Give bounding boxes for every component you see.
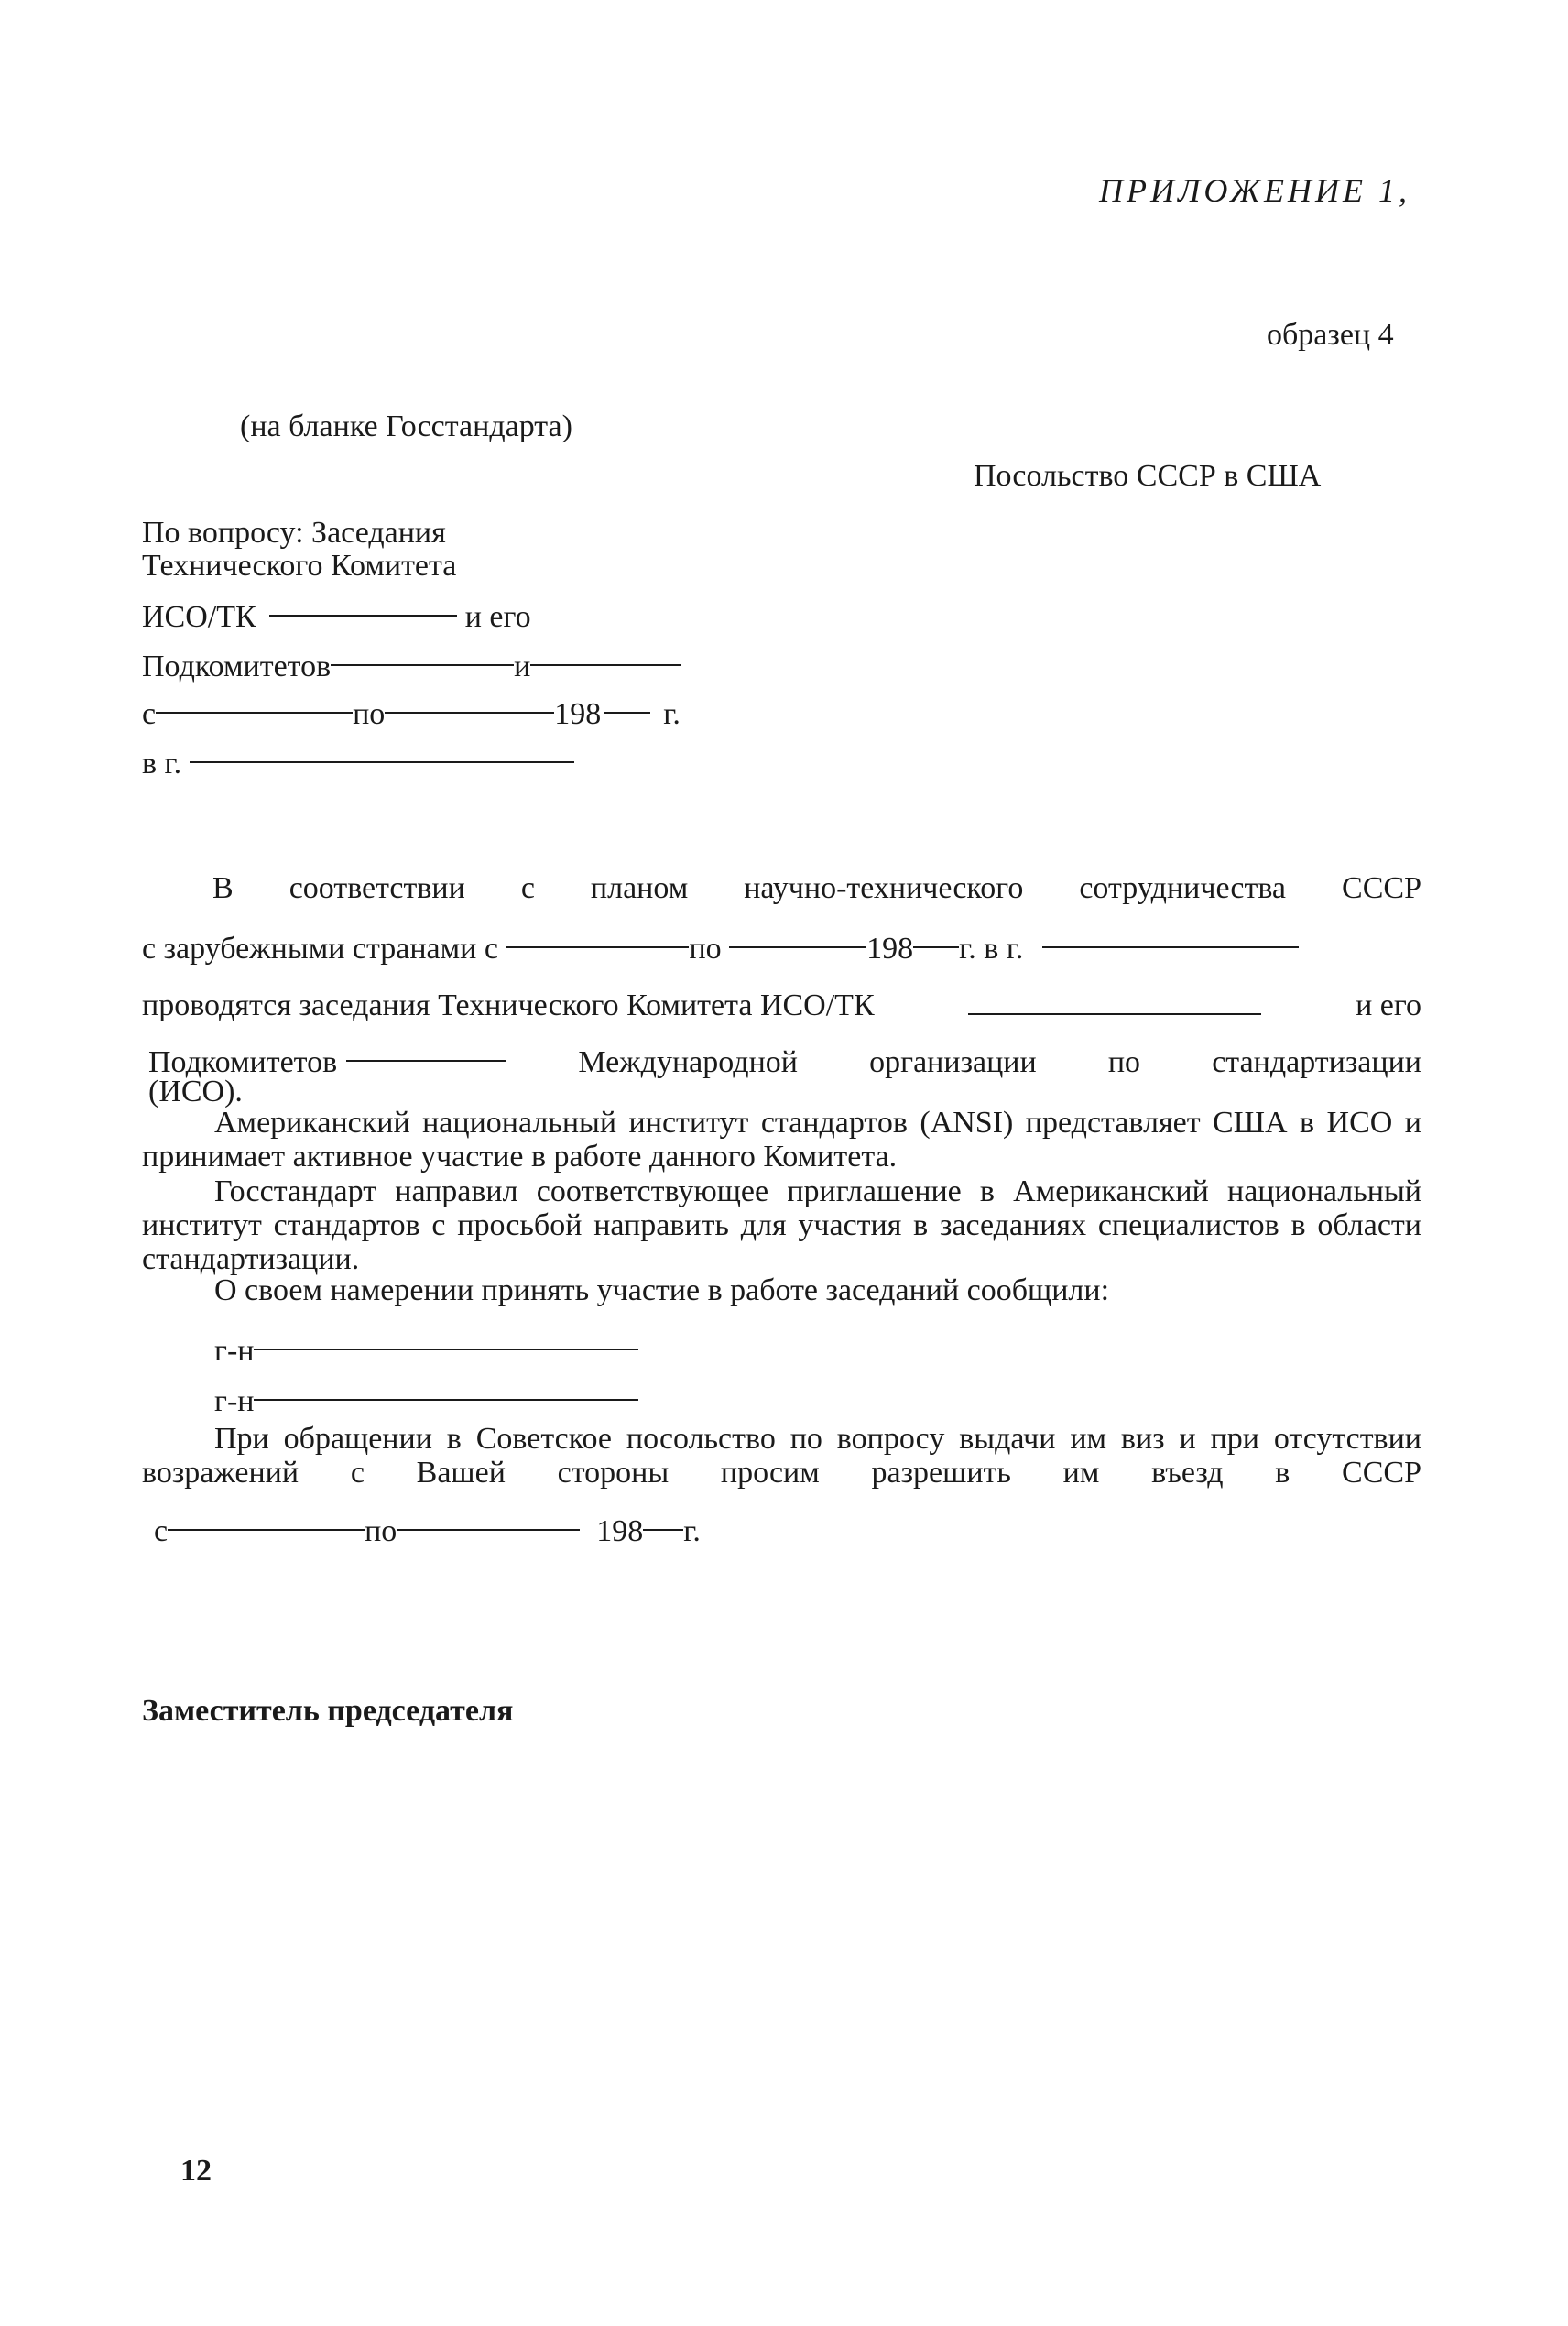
word: соответствии [289,871,465,905]
page-number: 12 [180,2154,212,2188]
sample-label: образец 4 [1267,318,1394,352]
word: СССР [1342,871,1421,905]
blank-line [254,1399,638,1401]
subject-to: по [353,697,386,731]
blank-line [729,946,866,948]
subject-dates-row [142,696,681,733]
p1-line2-to: по [689,932,722,966]
blank-line [506,946,689,948]
blank-line [385,712,554,714]
mr-row-2 [214,1383,638,1420]
word: стандартизации [1212,1045,1421,1079]
subject-iso-tc-row [142,599,531,636]
word: В [212,871,234,905]
p1-line2-yeartail: г. в г. [959,932,1024,966]
p1-line2-start: с зарубежными странами с [142,932,498,966]
p1-line4-label: Подкомитетов [148,1045,338,1079]
appendix-label: ПРИЛОЖЕНИЕ 1, [1099,172,1410,209]
blank-line [168,1529,365,1531]
blank-line [397,1529,580,1531]
word: по [1107,1045,1141,1079]
body-p5: При обращении в Советское посольство по вопросу выдачи им виз и при отсутствии возражений с Вашей стороны просим разрешить им въезд в СССР [142,1422,1421,1490]
body-p3: Госстандарт направил соответствующее приглашение в Американский национальный институт стандартов с просьбой направить для участия в заседаниях специалистов в области стандартизации. [142,1174,1421,1276]
blank-line [269,615,457,617]
blank-line [1042,946,1299,948]
blank-line [604,712,650,714]
blank-line [254,1349,638,1350]
p1-line3-end: и его [1356,988,1421,1022]
blank-line [190,761,574,763]
subject-line-2: Технического Комитета [142,549,457,583]
blank-line [643,1529,683,1531]
addressee: Посольство СССР в США [974,459,1322,493]
subject-iso-tc: ИСО/ТК [142,600,256,634]
word: Международной [578,1045,798,1079]
entry-dates-row [154,1513,701,1550]
subject-and: и [514,650,531,683]
entry-from: с [154,1514,169,1548]
body-p1-line3 [142,988,1421,1024]
p1-line2-year: 198 [866,932,914,966]
letterhead-note: (на бланке Госстандарта) [240,410,572,443]
blank-line [913,946,959,948]
word: научно-технического [744,871,1024,905]
entry-year: 198 [596,1514,644,1548]
subject-year: 198 [554,697,602,731]
mr-label-2: г-н [214,1384,255,1418]
subject-in-city: в г. [142,747,182,781]
body-p2: Американский национальный институт стандартов (ANSI) представляет США в ИСО и принимает активное участие в работе данного Комитета. [142,1106,1421,1174]
blank-line [156,712,353,714]
blank-line [530,664,681,666]
entry-year-suffix: г. [683,1514,701,1548]
p1-line3-start: проводятся заседания Технического Комитета ИСО/ТК [142,988,875,1022]
mr-row-1 [214,1333,638,1370]
subject-year-suffix: г. [663,697,681,731]
body-p1-line2 [142,931,1299,967]
body-p1-line5: (ИСО). [148,1075,243,1108]
subject-subcommittees: Подкомитетов [142,650,332,683]
word: с [520,871,535,905]
word: планом [590,871,689,905]
mr-label-1: г-н [214,1334,255,1368]
entry-to: по [365,1514,397,1548]
word: сотрудничества [1079,871,1287,905]
subject-subcommittees-row [142,649,681,685]
body-p1-line1 [212,870,1421,907]
subject-and-its: и его [464,600,531,634]
blank-line [346,1060,506,1062]
subject-from: с [142,697,157,731]
blank-line [968,1013,1261,1015]
body-p1-line4 [148,1044,1421,1081]
body-p4: О своем намерении принять участие в работе заседаний сообщили: [214,1273,1110,1307]
blank-line [331,664,514,666]
word: организации [869,1045,1037,1079]
subject-city-row [142,746,574,782]
signature-title: Заместитель председателя [142,1694,514,1728]
subject-line-1: По вопросу: Заседания [142,516,446,550]
